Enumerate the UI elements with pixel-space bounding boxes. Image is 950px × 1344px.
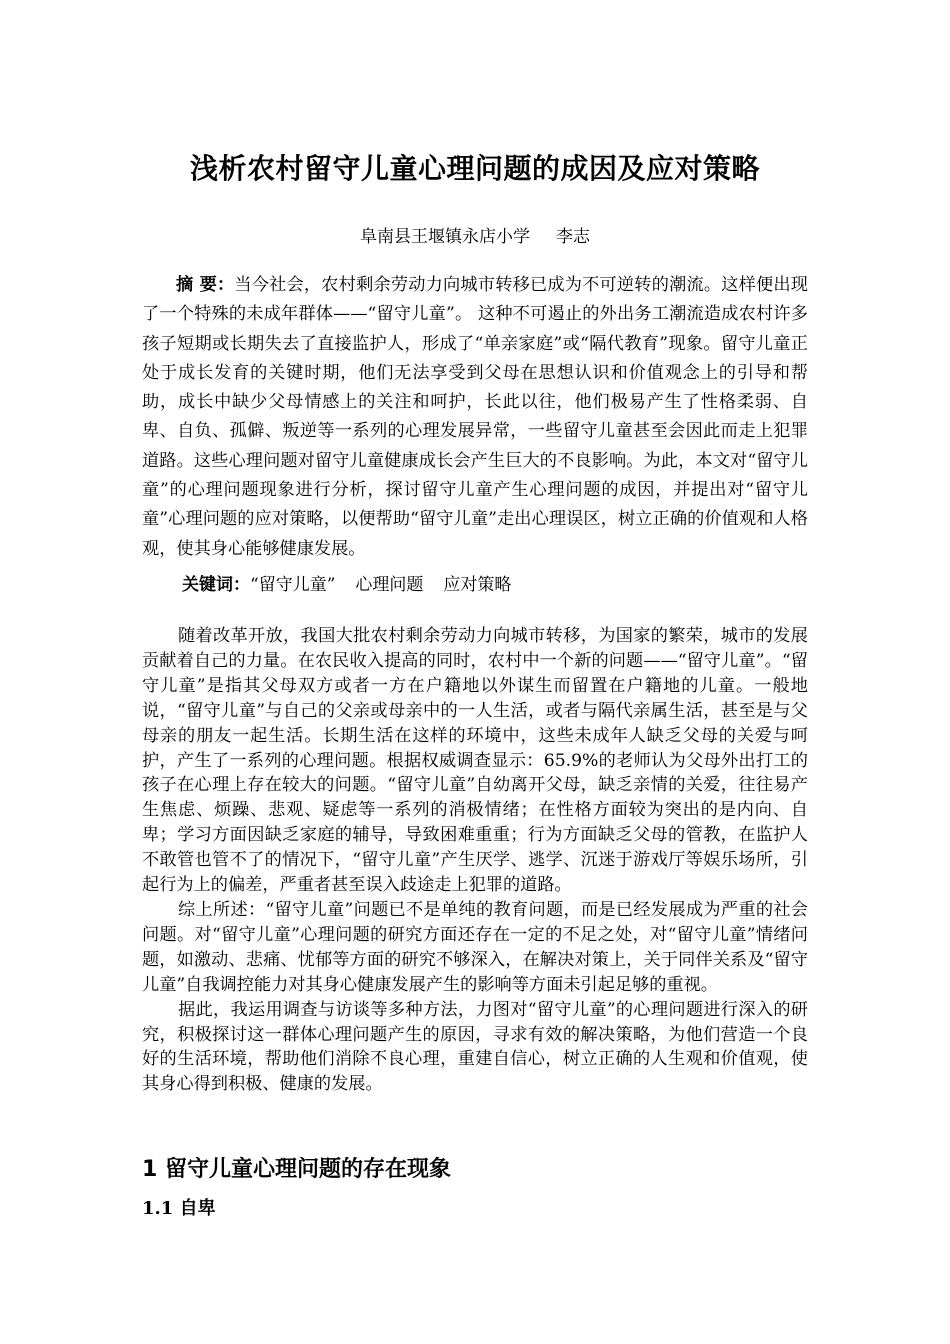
abstract-paragraph <box>142 271 808 564</box>
keywords-line <box>142 571 808 599</box>
body-paragraph-3: 据此，我运用调查与访谈等多种方法，力图对“留守儿童”的心理问题进行深入的研究，积极探讨这一群体心理问题产生的原因，寻求有效的解决策略，为他们营造一个良好的生活环境，帮助他们消除不良心理，重建自信心，树立正确的人生观和价值观，使其身心得到积极、健康的发展。 <box>142 999 808 1095</box>
keyword-1: “留守儿童” <box>250 575 336 595</box>
keyword-2: 心理问题 <box>355 575 424 595</box>
author-affiliation: 阜南县王堰镇永店小学 <box>360 227 530 247</box>
body-paragraph-2: 综上所述：“留守儿童”问题已不是单纯的教育问题，而是已经发展成为严重的社会问题。对“留守儿童”心理问题的研究方面还存在一定的不足之处，对“留守儿童”情绪问题，如激动、悲痛、忧郁等方面的研究不够深入，在解决对策上，关于同伴关系及“留守儿童”自我调控能力对其身心健康发展产生的影响等方面未引起足够的重视。 <box>142 899 808 995</box>
subsection-heading-1-1: 1.1 自卑 <box>142 1198 216 1219</box>
abstract-label: 摘 要： <box>176 275 235 295</box>
section-heading-1: 1 留守儿童心理问题的存在现象 <box>142 1157 451 1182</box>
keywords-label: 关键词： <box>182 575 250 595</box>
body-paragraph-1: 随着改革开放，我国大批农村剩余劳动力向城市转移，为国家的繁荣，城市的发展贡献着自己的力量。在农民收入提高的同时，农村中一个新的问题——“留守儿童”。“留守儿童”是指其父母双方或者一方在户籍地以外谋生而留置在户籍地的儿童。一般地说，“留守儿童”与自己的父亲或母亲中的一人生活，或者与隔代亲属生活，甚至是与父母亲的朋友一起生活。长期生活在这样的环境中，这些未成年人缺乏父母的关爱与呵护，产生了一系列的心理问题。根据权威调查显示：65.9%的老师认为父母外出打工的孩子在心理上存在较大的问题。“留守儿童”自幼离开父母，缺乏亲情的关爱，往往易产生焦虑、烦躁、悲观、疑虑等一系列的消极情绪；在性格方面较为突出的是内向、自卑；学习方面因缺乏家庭的辅导，导致困难重重；行为方面缺乏父母的管教，在监护人不敢管也管不了的情况下，“留守儿童”产生厌学、逃学、沉迷于游戏厅等娱乐场所，引起行为上的偏差，严重者甚至误入歧途走上犯罪的道路。 <box>142 626 808 896</box>
author-name: 李志 <box>556 227 590 247</box>
keyword-3: 应对策略 <box>443 575 512 595</box>
author-line <box>0 225 950 249</box>
paper-title: 浅析农村留守儿童心理问题的成因及应对策略 <box>189 151 760 185</box>
abstract-text: 当今社会，农村剩余劳动力向城市转移已成为不可逆转的潮流。这样便出现了一个特殊的未成年群体——“留守儿童”。 这种不可遏止的外出务工潮流造成农村许多孩子短期或长期失去了直接监护人，形成了“单亲家庭”或“隔代教育”现象。留守儿童正处于成长发育的关键时期，他们无法享受到父母在思想认识和价值观念上的引导和帮助，成长中缺少父母情感上的关注和呵护，长此以往，他们极易产生了性格柔弱、自卑、自负、孤僻、叛逆等一系列的心理发展异常，一些留守儿童甚至会因此而走上犯罪道路。这些心理问题对留守儿童健康成长会产生巨大的不良影响。为此，本文对“留守儿童”的心理问题现象进行分析，探讨留守儿童产生心理问题的成因，并提出对“留守儿童”心理问题的应对策略，以便帮助“留守儿童”走出心理误区，树立正确的价值观和人格观，使其身心能够健康发展。 <box>142 275 808 559</box>
body-text <box>142 624 808 1097</box>
